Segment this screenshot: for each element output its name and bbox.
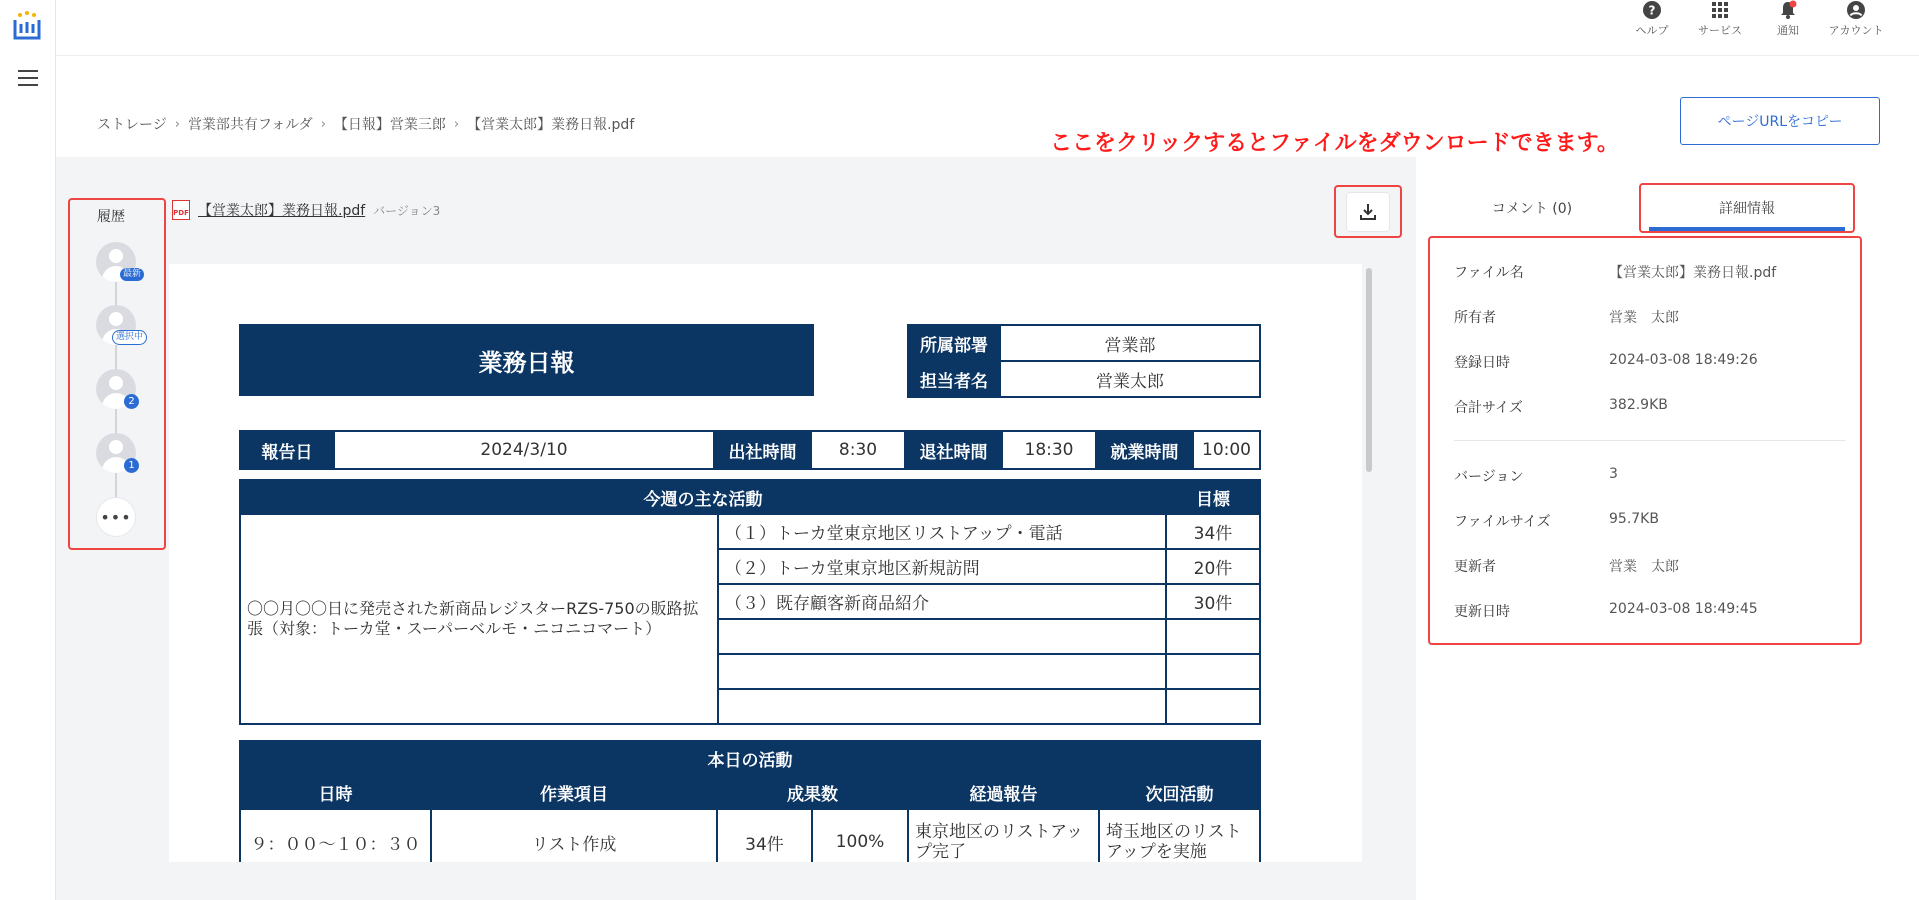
detail-key: 更新者 — [1454, 559, 1496, 575]
help-icon — [1642, 0, 1662, 20]
preview-scrollbar[interactable] — [1366, 268, 1372, 472]
doc-time-table — [239, 430, 1261, 470]
selected-badge: 選択中 — [112, 330, 147, 345]
help-button[interactable] — [1627, 0, 1677, 38]
tab-comments[interactable]: コメント (0) — [1491, 201, 1573, 217]
notifications-label: 通知 — [1777, 24, 1799, 37]
detail-row — [1454, 262, 1776, 282]
breadcrumb-item-storage[interactable]: ストレージ — [97, 117, 167, 133]
detail-row — [1454, 601, 1758, 621]
detail-key: ファイルサイズ — [1454, 514, 1551, 530]
detail-row — [1454, 556, 1679, 576]
doc-today-header: 経過報告 — [908, 775, 1099, 809]
services-button[interactable] — [1695, 0, 1745, 38]
doc-week-item: （２）トーカ堂東京地区新規訪問 — [718, 549, 1166, 584]
doc-leave: 18:30 — [1002, 431, 1096, 469]
chevron-right-icon: › — [174, 116, 180, 132]
detail-key: 更新日時 — [1454, 604, 1510, 620]
detail-row — [1454, 397, 1668, 417]
menu-icon[interactable] — [18, 70, 38, 86]
detail-row — [1454, 352, 1758, 372]
doc-dept-label: 所属部署 — [908, 325, 1000, 361]
doc-week-target: 34件 — [1166, 514, 1260, 549]
doc-arrive: 8:30 — [811, 431, 905, 469]
doc-today-cell: ９：００〜１０：３０ — [240, 809, 431, 862]
doc-week-label: 今週の主な活動 — [240, 480, 1166, 514]
breadcrumb-item-file: 【営業太郎】業務日報.pdf — [467, 117, 635, 133]
detail-key: バージョン — [1454, 469, 1524, 485]
breadcrumb — [97, 114, 634, 134]
doc-target-label: 目標 — [1166, 480, 1260, 514]
services-label: サービス — [1698, 24, 1742, 37]
detail-value: 3 — [1609, 466, 1618, 482]
detail-value: 2024-03-08 18:49:26 — [1609, 352, 1758, 368]
svg-text:?: ? — [1648, 3, 1656, 18]
doc-report-date-label: 報告日 — [240, 431, 334, 469]
detail-key: ファイル名 — [1454, 265, 1524, 281]
doc-person-label: 担当者名 — [908, 361, 1000, 397]
doc-week-item: （３）既存顧客新商品紹介 — [718, 584, 1166, 619]
detail-key: 合計サイズ — [1454, 400, 1523, 416]
app-logo-icon[interactable] — [11, 10, 43, 42]
notifications-button[interactable] — [1763, 0, 1813, 38]
grid-icon — [1710, 0, 1730, 20]
download-button[interactable] — [1346, 192, 1390, 232]
tab-details[interactable] — [1639, 183, 1855, 233]
doc-week-target-empty — [1166, 654, 1260, 689]
doc-today-cell: 東京地区のリストアップ完了 — [908, 809, 1099, 862]
latest-badge: 最新 — [120, 268, 144, 281]
detail-tabs — [1425, 183, 1855, 233]
detail-row — [1454, 511, 1659, 531]
doc-week-target: 30件 — [1166, 584, 1260, 619]
detail-divider — [1454, 440, 1846, 441]
doc-work-label: 就業時間 — [1096, 431, 1193, 469]
doc-arrive-label: 出社時間 — [714, 431, 811, 469]
doc-today-cell: 埼玉地区のリストアップを実施 — [1099, 809, 1260, 862]
history-title: 履歴 — [97, 209, 125, 225]
active-tab-indicator — [1649, 227, 1845, 231]
doc-week-main: 〇〇月〇〇日に発売された新商品レジスターRZS-750の販路拡張（対象：トーカ堂・スーパーベルモ・ニコニコマート） — [240, 514, 718, 724]
pdf-icon: PDF — [172, 200, 190, 220]
account-icon — [1846, 0, 1866, 20]
doc-today-label: 本日の活動 — [240, 741, 1260, 775]
top-bar — [56, 0, 1919, 56]
help-label: ヘルプ — [1635, 24, 1669, 37]
doc-today-header: 作業項目 — [431, 775, 717, 809]
breadcrumb-item-subfolder[interactable]: 【日報】営業三郎 — [333, 117, 446, 133]
doc-report-date: 2024/3/10 — [334, 431, 714, 469]
detail-value: 382.9KB — [1609, 397, 1668, 413]
doc-today-table — [239, 740, 1261, 862]
version-number-badge: 2 — [124, 394, 139, 409]
doc-today-cell: 100% — [812, 809, 908, 862]
file-details-panel — [1428, 236, 1862, 645]
doc-week-table — [239, 479, 1261, 725]
doc-today-header: 次回活動 — [1099, 775, 1260, 809]
chevron-right-icon: › — [453, 116, 460, 132]
download-highlight-box — [1334, 185, 1402, 238]
tab-details-label: 詳細情報 — [1719, 201, 1775, 217]
detail-value: 2024-03-08 18:49:45 — [1609, 601, 1758, 617]
doc-week-target-empty — [1166, 689, 1260, 724]
detail-value: 営業 太郎 — [1609, 310, 1679, 326]
detail-value: 95.7KB — [1609, 511, 1659, 527]
detail-value: 【営業太郎】業務日報.pdf — [1609, 265, 1777, 281]
detail-row — [1454, 466, 1618, 486]
file-header — [172, 200, 440, 220]
detail-key: 登録日時 — [1454, 355, 1510, 371]
download-annotation: ここをクリックするとファイルをダウンロードできます。 — [1050, 131, 1619, 156]
doc-week-item-empty — [718, 689, 1166, 724]
detail-key: 所有者 — [1454, 310, 1496, 326]
more-history-button[interactable]: ••• — [96, 497, 136, 537]
doc-week-item-empty — [718, 654, 1166, 689]
doc-person-value: 営業太郎 — [1000, 361, 1260, 397]
version-number-badge: 1 — [124, 458, 139, 473]
doc-today-cell: リスト作成 — [431, 809, 717, 862]
left-rail — [0, 0, 56, 900]
account-button[interactable] — [1828, 0, 1884, 38]
doc-dept-table — [907, 324, 1261, 398]
doc-title: 業務日報 — [239, 324, 814, 396]
breadcrumb-item-folder[interactable]: 営業部共有フォルダ — [187, 117, 313, 133]
doc-dept-value: 営業部 — [1000, 325, 1260, 361]
copy-page-url-button[interactable]: ページURLをコピー — [1680, 97, 1880, 145]
pdf-preview — [169, 264, 1362, 862]
doc-today-cell: 34件 — [717, 809, 812, 862]
doc-today-header: 日時 — [240, 775, 431, 809]
account-label: アカウント — [1828, 24, 1884, 37]
doc-week-target-empty — [1166, 619, 1260, 654]
detail-value: 営業 太郎 — [1609, 559, 1679, 575]
doc-week-item-empty — [718, 619, 1166, 654]
chevron-right-icon: › — [320, 116, 326, 132]
doc-week-target: 20件 — [1166, 549, 1260, 584]
file-version-label: バージョン3 — [373, 203, 441, 218]
doc-today-header: 成果数 — [717, 775, 908, 809]
doc-leave-label: 退社時間 — [905, 431, 1002, 469]
file-name-link[interactable]: 【営業太郎】業務日報.pdf — [198, 203, 366, 219]
bell-icon — [1778, 0, 1798, 20]
doc-week-item: （１）トーカ堂東京地区リストアップ・電話 — [718, 514, 1166, 549]
detail-row — [1454, 307, 1679, 327]
download-icon — [1358, 202, 1378, 222]
doc-work: 10:00 — [1193, 431, 1260, 469]
